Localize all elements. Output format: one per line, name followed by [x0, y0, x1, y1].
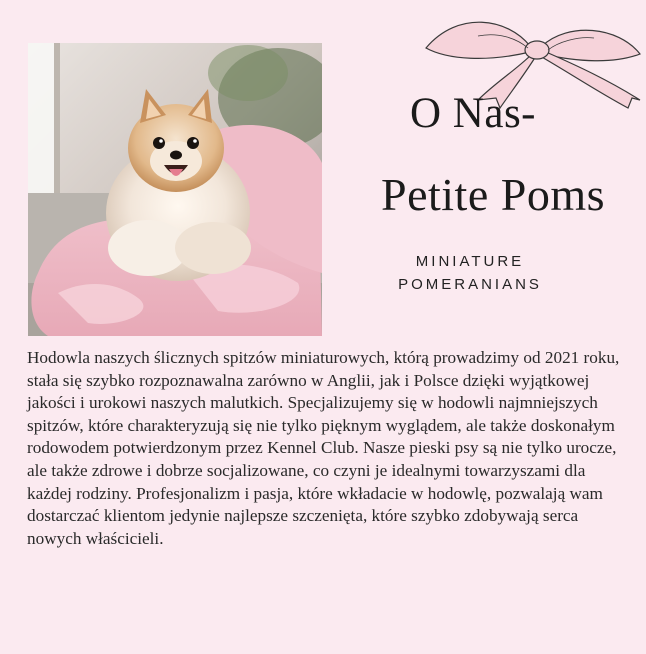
subtitle-line-1: MINIATURE [415, 253, 525, 270]
page-title-line-2: Petite Poms [380, 169, 606, 220]
page-title-line-1: O Nas- [410, 90, 536, 137]
subtitle-line-2: POMERANIANS [398, 276, 542, 293]
about-paragraph: Hodowla naszych ślicznych spitzów miniaturowych, którą prowadzimy od 2021 roku, stała się szybko rozpoznawalna zarówno w Anglii, jak i Polsce dzięki wyjątkowej jakości i urokowi naszych malutkich. Specjalizujemy się w hodowli najmniejszych spitzów, które charakteryzują się nie tylko pięknym wyglądem, ale także doskonałym rodowodem potwierdzonym przez Kennel Club. Nasze pieski psy są nie tylko urocze, ale także zdrowe i dobrze socjalizowane, co czyni je idealnymi towarzyszami dla każdej rodziny. Profesjonalizm i pasja, które wkładacie w hodowlę, pozwalają wam dostarczać klientom jedynie najlepsze szczenięta, które szybko zdobywają serca nowych właścicieli. [27, 348, 620, 548]
subtitle [340, 250, 600, 296]
pomeranian-photo [28, 43, 322, 336]
pomeranian-illustration [28, 43, 322, 336]
